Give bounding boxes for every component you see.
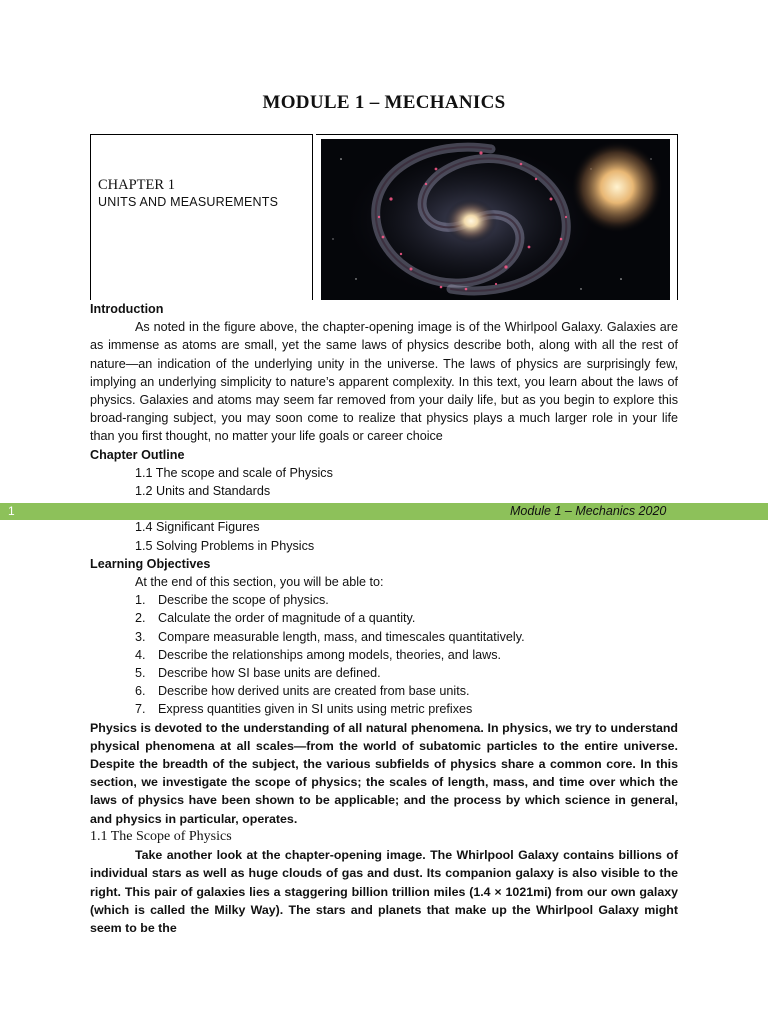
objective-number: 5. xyxy=(135,666,146,681)
outline-item: 1.4 Significant Figures xyxy=(135,520,260,535)
objective-item xyxy=(90,700,678,718)
chapter-box xyxy=(90,134,313,300)
introduction-section xyxy=(90,300,678,937)
objective-item xyxy=(90,664,678,682)
objective-number: 2. xyxy=(135,611,146,626)
module-title: MODULE 1 – MECHANICS xyxy=(262,92,506,113)
section-paragraph: Take another look at the chapter-opening image. The Whirlpool Galaxy contains billions of individual stars as well as huge clouds of gas and dust. Its companion galaxy is also visible to the right. This pair of galaxies lies a staggering billion trillion miles (1.4 × 1021mi) from our own galaxy (which is called the Milky Way). The stars and planets that make up the Whirlpool Galaxy might seem to be the xyxy=(90,848,678,935)
objective-item xyxy=(90,609,678,627)
whirlpool-galaxy-image xyxy=(321,139,670,300)
objectives-lead: At the end of this section, you will be able to: xyxy=(135,575,384,590)
objective-item xyxy=(90,682,678,700)
chapter-outline-heading: Chapter Outline xyxy=(90,447,185,462)
objective-text: Describe the relationships among models, theories, and laws. xyxy=(158,647,502,662)
chapter-label: CHAPTER 1 xyxy=(98,177,175,193)
objective-number: 1. xyxy=(135,593,146,608)
page-footer-band xyxy=(0,503,768,520)
footer-text: Module 1 – Mechanics 2020 xyxy=(510,504,667,518)
learning-objectives-heading: Learning Objectives xyxy=(90,556,211,571)
introduction-paragraph: As noted in the figure above, the chapter-opening image is of the Whirlpool Galaxy. Galaxies are as immense as atoms are small, yet the same laws of physics describe both, along with all the rest of nature—an indication of the underlying unity in the universe. The laws of physics are surprisingly few, implying an underlying simplicity to nature’s apparent complexity. In this text, you learn about the laws of physics. Galaxies and atoms may seem far removed from your daily life, but as you begin to explore this broad-ranging subject, you may soon come to realize that physics plays a much larger role in your life than you first thought, no matter your life goals or career choice xyxy=(90,320,678,444)
objective-number: 4. xyxy=(135,647,146,662)
outline-item: 1.5 Solving Problems in Physics xyxy=(135,538,315,553)
outline-item: 1.2 Units and Standards xyxy=(135,484,271,499)
objective-text: Describe how SI base units are defined. xyxy=(158,666,381,681)
objective-text: Describe the scope of physics. xyxy=(158,593,329,608)
outline-item: 1.1 The scope and scale of Physics xyxy=(135,465,333,480)
objective-number: 3. xyxy=(135,629,146,644)
objectives-list xyxy=(90,591,678,718)
section-title: 1.1 The Scope of Physics xyxy=(90,828,232,844)
objective-item xyxy=(90,591,678,609)
objective-text: Express quantities given in SI units using metric prefixes xyxy=(158,702,473,717)
introduction-heading: Introduction xyxy=(90,302,164,316)
objective-text: Calculate the order of magnitude of a quantity. xyxy=(158,611,416,626)
page-number: 1 xyxy=(8,504,15,518)
objective-number: 6. xyxy=(135,684,146,699)
objective-item xyxy=(90,628,678,646)
objective-number: 7. xyxy=(135,702,146,717)
objective-text: Describe how derived units are created from base units. xyxy=(158,684,470,699)
physics-paragraph: Physics is devoted to the understanding of all natural phenomena. In physics, we try to understand physical phenomena at all scales—from the world of subatomic particles to the entire universe. Despite the breadth of the subject, the various subfields of physics share a common core. In this section, we investigate the scope of physics; the scales of length, mass, and time over which the laws of physics have been shown to be applicable; and the process by which science in general, and physics in particular, operates. xyxy=(90,720,678,826)
chapter-subtitle: UNITS AND MEASUREMENTS xyxy=(98,195,279,209)
objective-text: Compare measurable length, mass, and timescales quantitatively. xyxy=(158,629,525,644)
objective-item xyxy=(90,646,678,664)
